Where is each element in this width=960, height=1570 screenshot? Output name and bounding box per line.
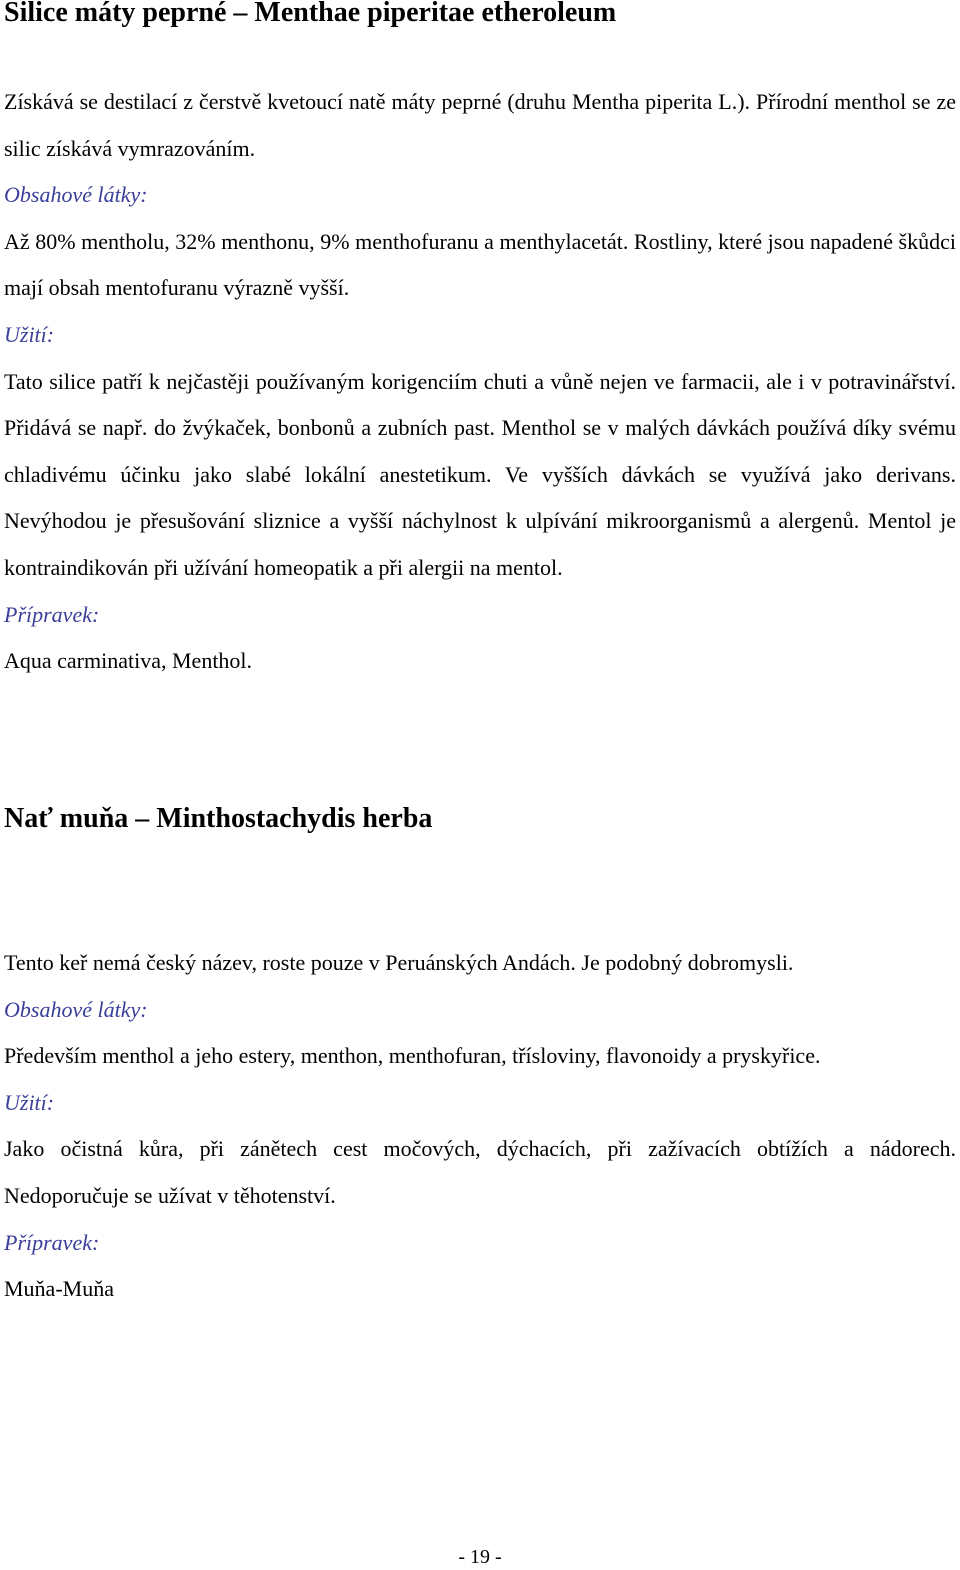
label-constituents: Obsahové látky: (4, 182, 148, 208)
paragraph-constituents: Až 80% mentholu, 32% menthonu, 9% menthofuranu a menthylacetát. Rostliny, které jsou napadené škůdci mají obsah mentofuranu výrazně vyšší. (4, 228, 956, 301)
section-heading: Silice máty peprné – Menthae piperitae etheroleum (4, 0, 617, 28)
paragraph-usage: Tato silice patří k nejčastěji používaným korigenciím chuti a vůně nejen ve farmacii, ale i v potravinářství. Přidává se např. do žvýkaček, bonbonů a zubních past. Menthol se v malých dávkách používá díky svému chladivému účinku jako slabé lokální anestetikum. Ve vyšších dávkách se využívá jako derivans. Nevýhodou je přesušování sliznice a vyšší náchylnost k ulpívání mikroorganismů a alergenů. Mentol je kontraindikován při užívání homeopatik a při alergii na mentol. (4, 368, 956, 580)
paragraph-preparation: Aqua carminativa, Menthol. (4, 648, 253, 674)
label-constituents: Obsahové látky: (4, 996, 148, 1022)
page-number: - 19 - (458, 1546, 502, 1568)
section-body (4, 940, 956, 1313)
section-peppermint-oil (4, 0, 956, 685)
section-muna-herb (4, 800, 956, 1313)
paragraph-constituents: Především menthol a jeho estery, menthon, menthofuran, třísloviny, flavonoidy a pryskyřice. (4, 1043, 821, 1069)
section-body (4, 79, 956, 685)
paragraph-usage: Jako očistná kůra, při zánětech cest močových, dýchacích, při zažívacích obtížích a nádorech. Nedoporučuje se užívat v těhotenství. (4, 1136, 956, 1208)
label-usage: Užití: (4, 1089, 55, 1115)
paragraph-description: Získává se destilací z čerstvě kvetoucí natě máty peprné (druhu Mentha piperita L.). Přírodní menthol se ze silic získává vymrazováním. (4, 89, 956, 161)
section-heading: Nať muňa – Minthostachydis herba (4, 803, 433, 834)
label-preparation: Přípravek: (4, 601, 100, 627)
paragraph-description: Tento keř nemá český název, roste pouze v Peruánských Andách. Je podobný dobromysli. (4, 950, 794, 975)
label-usage: Užití: (4, 321, 55, 347)
paragraph-preparation: Muňa-Muňa (4, 1276, 114, 1302)
label-preparation: Přípravek: (4, 1229, 100, 1255)
